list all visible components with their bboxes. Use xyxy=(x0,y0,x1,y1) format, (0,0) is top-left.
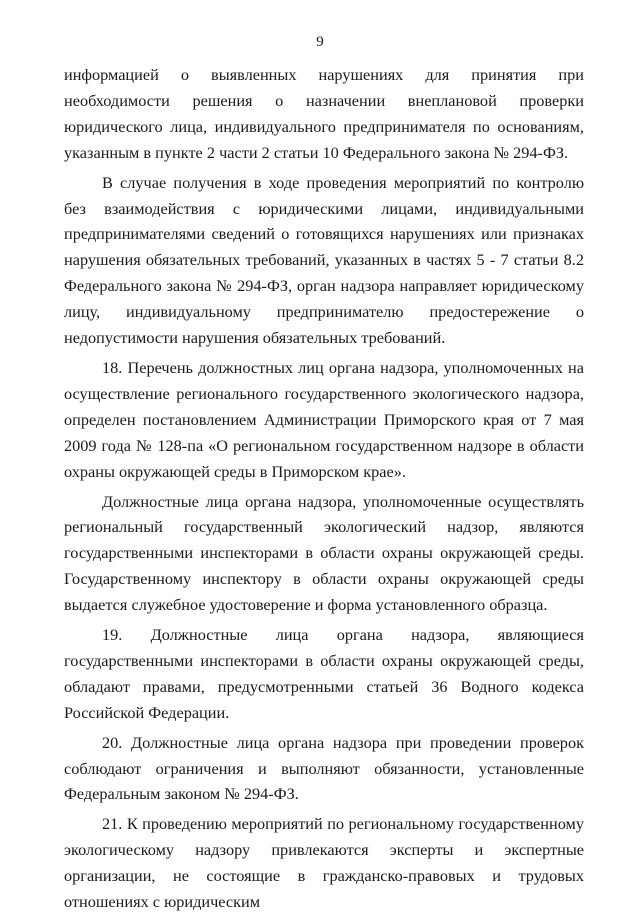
paragraph-inspectors: Должностные лица органа надзора, уполномоченные осуществлять региональный государственный экологический надзор, являются государственными инспекторами в области охраны окружающей среды. Государственному инспектору в области охраны окружающей среды выдается служебное удостоверение и форма установленного образца. xyxy=(64,491,584,615)
paragraph-continuation: информацией о выявленных нарушениях для принятия при необходимости решения о назначении внеплановой проверки юридического лица, индивидуального предпринимателя по основаниям, указанным в пункте 2 части 2 статьи 10 Федерального закона № 294-ФЗ. xyxy=(64,65,584,162)
page-number: 9 xyxy=(316,34,324,50)
paragraph-item-20: 20. Должностные лица органа надзора при проведении проверок соблюдают ограничения и выполняют обязанности, установленные Федеральным законом № 294-ФЗ. xyxy=(64,732,584,804)
document-body xyxy=(64,62,584,919)
paragraph-item-21: 21. К проведению мероприятий по региональному государственному экологическому надзору привлекаются эксперты и экспертные организации, не состоящие в гражданско-правовых и трудовых отношениях с юридическим xyxy=(64,814,584,912)
paragraph-item-18: 18. Перечень должностных лиц органа надзора, уполномоченных на осуществление регионального государственного экологического надзора, определен постановлением Администрации Приморского края от 7 мая 2009 года № 128-па «О региональном государственном надзоре в области охраны окружающей среды в Приморском крае». xyxy=(64,357,584,481)
paragraph-warning: В случае получения в ходе проведения мероприятий по контролю без взаимодействия с юридическими лицами, индивидуальными предпринимателями сведений о готовящихся нарушениях или признаках нарушения обязательных требований, указанных в частях 5 - 7 статьи 8.2 Федерального закона № 294-ФЗ, орган надзора направляет юридическому лицу, индивидуальному предпринимателю предостережение о недопустимости нарушения обязательных требований. xyxy=(64,172,584,348)
paragraph-item-19: 19. Должностные лица органа надзора, являющиеся государственными инспекторами в области охраны окружающей среды, обладают правами, предусмотренными статьей 36 Водного кодекса Российской Федерации. xyxy=(64,625,584,722)
